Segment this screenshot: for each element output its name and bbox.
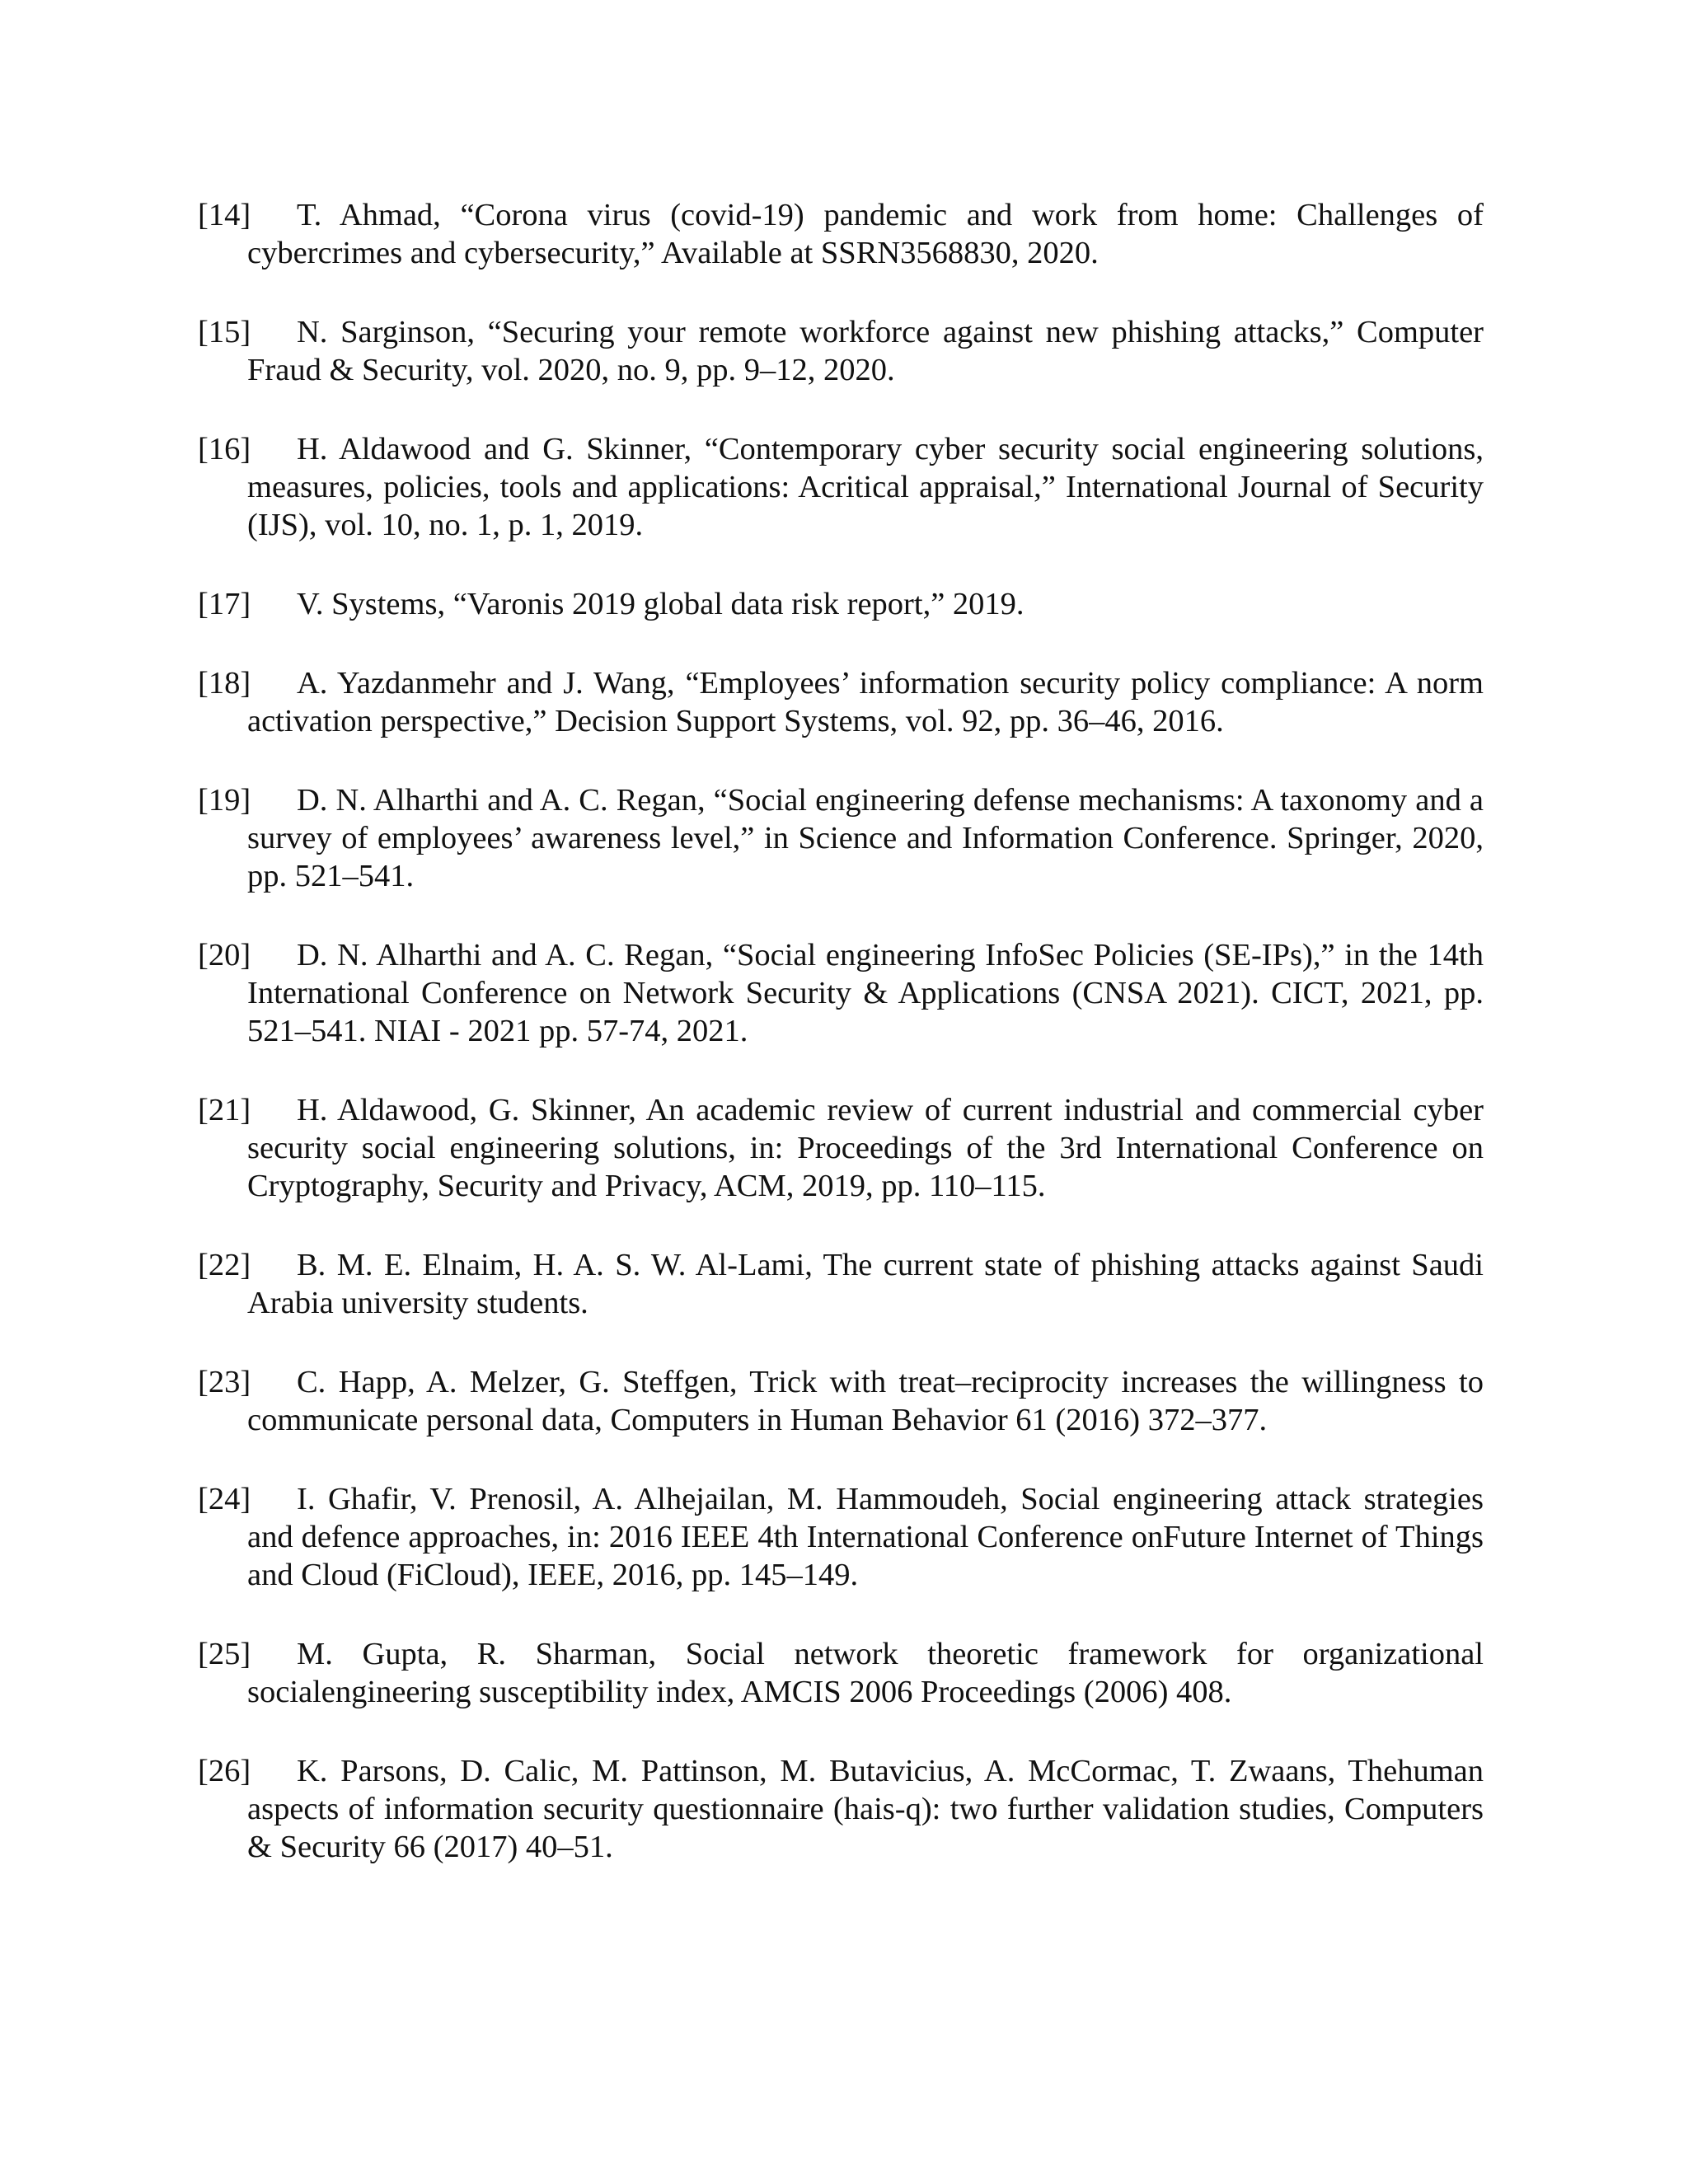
reference-text: V. Systems, “Varonis 2019 global data risk report,” 2019. [297, 587, 1025, 621]
reference-text: H. Aldawood and G. Skinner, “Contemporary cyber security social engineering solutions, measures, policies, tools and applications: Acritical appraisal,” International Journal of Security (IJS), vol. 10, no. 1, p. 1, 2019. [247, 432, 1484, 542]
reference-item [198, 313, 1484, 389]
reference-text: A. Yazdanmehr and J. Wang, “Employees’ information security policy compliance: A norm activation perspective,” Decision Support Systems, vol. 92, pp. 36–46, 2016. [247, 666, 1484, 738]
reference-number: [15] [198, 315, 251, 349]
reference-text: D. N. Alharthi and A. C. Regan, “Social engineering defense mechanisms: A taxonomy and a survey of employees’ awareness level,” in Science and Information Conference. Springer, 2020, pp. 521–541. [247, 783, 1484, 893]
reference-item [198, 585, 1484, 623]
reference-item [198, 1480, 1484, 1594]
reference-item [198, 1091, 1484, 1205]
reference-number: [26] [198, 1754, 251, 1788]
reference-text: C. Happ, A. Melzer, G. Steffgen, Trick with treat–reciprocity increases the willingness to communicate personal data, Computers in Human Behavior 61 (2016) 372–377. [247, 1365, 1484, 1437]
reference-item [198, 781, 1484, 895]
reference-number: [16] [198, 432, 251, 466]
reference-item [198, 196, 1484, 272]
reference-list [198, 196, 1484, 1907]
reference-number: [14] [198, 198, 251, 232]
reference-number: [20] [198, 938, 251, 972]
reference-text: K. Parsons, D. Calic, M. Pattinson, M. Butavicius, A. McCormac, T. Zwaans, Thehuman aspects of information security questionnaire (hais-q): two further validation studies, Computers & Security 66 (2017) 40–51. [247, 1754, 1484, 1864]
reference-number: [25] [198, 1637, 251, 1671]
reference-item [198, 664, 1484, 740]
reference-item [198, 936, 1484, 1050]
reference-item [198, 1363, 1484, 1439]
reference-number: [23] [198, 1365, 251, 1399]
reference-item [198, 1246, 1484, 1322]
reference-number: [17] [198, 587, 251, 621]
reference-text: H. Aldawood, G. Skinner, An academic review of current industrial and commercial cyber security social engineering solutions, in: Proceedings of the 3rd International Conference on Cryptography, Security and Privacy, ACM, 2019, pp. 110–115. [247, 1093, 1484, 1203]
reference-text: T. Ahmad, “Corona virus (covid-19) pandemic and work from home: Challenges of cybercrimes and cybersecurity,” Available at SSRN3568830, 2020. [247, 198, 1484, 270]
reference-number: [19] [198, 783, 251, 818]
reference-item [198, 430, 1484, 544]
reference-text: M. Gupta, R. Sharman, Social network theoretic framework for organizational socialengineering susceptibility index, AMCIS 2006 Proceedings (2006) 408. [247, 1637, 1484, 1709]
reference-text: N. Sarginson, “Securing your remote workforce against new phishing attacks,” Computer Fraud & Security, vol. 2020, no. 9, pp. 9–12, 2020. [247, 315, 1484, 387]
reference-number: [21] [198, 1093, 251, 1127]
reference-item [198, 1635, 1484, 1711]
reference-text: I. Ghafir, V. Prenosil, A. Alhejailan, M. Hammoudeh, Social engineering attack strategies and defence approaches, in: 2016 IEEE 4th International Conference onFuture Internet of Things and Cloud (FiCloud), IEEE, 2016, pp. 145–149. [247, 1482, 1484, 1592]
reference-text: D. N. Alharthi and A. C. Regan, “Social engineering InfoSec Policies (SE-IPs),” in the 14th International Conference on Network Security & Applications (CNSA 2021). CICT, 2021, pp. 521–541. NIAI - 2021 pp. 57-74, 2021. [247, 938, 1484, 1048]
reference-number: [22] [198, 1248, 251, 1282]
reference-text: B. M. E. Elnaim, H. A. S. W. Al-Lami, The current state of phishing attacks against Saudi Arabia university students. [247, 1248, 1484, 1320]
reference-item [198, 1752, 1484, 1866]
reference-number: [24] [198, 1482, 251, 1516]
reference-number: [18] [198, 666, 251, 701]
